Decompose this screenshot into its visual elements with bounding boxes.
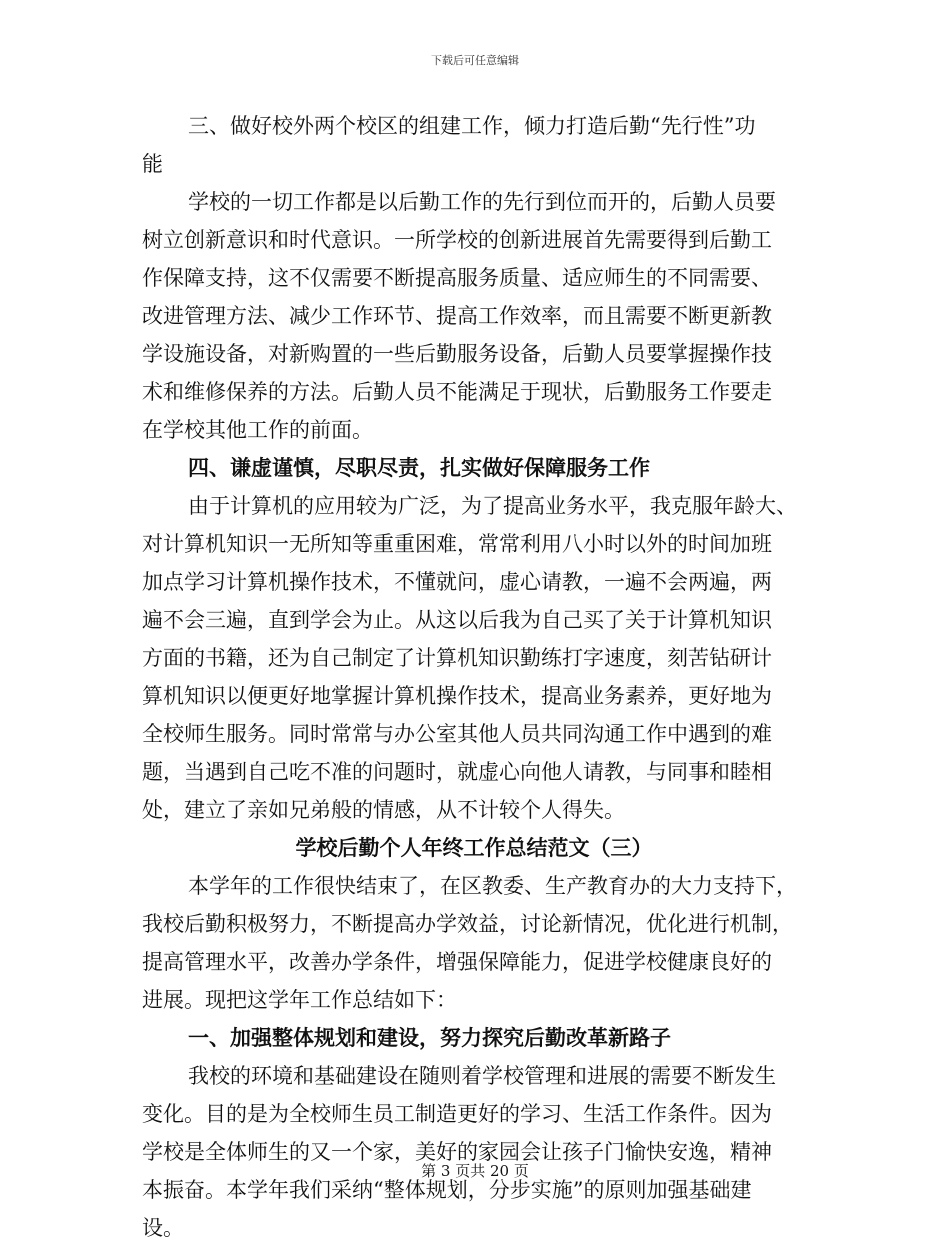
text-line: 我校后勤积极努力，不断提高办学效益，讨论新情况，优化进行机制， <box>142 912 793 936</box>
text-line: 在学校其他工作的前面。 <box>142 418 373 442</box>
text-line: 遍不会三遍，直到学会为止。从这以后我为自己买了关于计算机知识 <box>142 608 772 632</box>
text-line: 处，建立了亲如兄弟般的情感，从不计较个人得失。 <box>142 798 625 822</box>
page-footer: 第 3 页共 20 页 <box>421 1162 529 1180</box>
text-line: 学设施设备，对新购置的一些后勤服务设备，后勤人员要掌握操作技 <box>142 342 772 366</box>
text-line: 全校师生服务。同时常常与办公室其他人员共同沟通工作中遇到的难 <box>142 722 772 746</box>
document-title: 学校后勤个人年终工作总结范文（三） <box>295 835 653 860</box>
text-line: 设。 <box>142 1216 184 1240</box>
text-line: 算机知识以便更好地掌握计算机操作技术，提高业务素养，更好地为 <box>142 684 772 708</box>
text-line: 对计算机知识一无所知等重重困难，常常利用八小时以外的时间加班 <box>142 532 772 556</box>
text-line: 学校是全体师生的又一个家，美好的家园会让孩子门愉快安逸，精神 <box>142 1140 772 1164</box>
header-note: 下载后可任意编辑 <box>431 54 519 67</box>
paragraph-start: 我校的环境和基础建设在随则着学校管理和进展的需要不断发生 <box>188 1064 776 1088</box>
section-heading: 一、加强整体规划和建设，努力探究后勤改革新路子 <box>188 1025 671 1050</box>
text-line: 变化。目的是为全校师生员工制造更好的学习、生活工作条件。因为 <box>142 1102 772 1126</box>
section-heading: 三、做好校外两个校区的组建工作，倾力打造后勤“先行性”功 <box>188 114 756 138</box>
text-line: 加点学习计算机操作技术，不懂就问，虚心请教，一遍不会两遍，两 <box>142 570 772 594</box>
text-line: 本振奋。本学年我们采纳“整体规划，分步实施”的原则加强基础建 <box>142 1178 752 1202</box>
text-line: 改进管理方法、减少工作环节、提高工作效率，而且需要不断更新教 <box>142 304 772 328</box>
paragraph-start: 学校的一切工作都是以后勤工作的先行到位而开的，后勤人员要 <box>188 190 776 214</box>
text-line: 作保障支持，这不仅需要不断提高服务质量、适应师生的不同需要、 <box>142 266 772 290</box>
text-line: 能 <box>142 152 163 176</box>
paragraph-start: 本学年的工作很快结束了，在区教委、生产教育办的大力支持下， <box>188 874 797 898</box>
text-line: 提高管理水平，改善办学条件，增强保障能力，促进学校健康良好的 <box>142 950 772 974</box>
text-line: 树立创新意识和时代意识。一所学校的创新进展首先需要得到后勤工 <box>142 228 772 252</box>
text-line: 方面的书籍，还为自己制定了计算机知识勤练打字速度，刻苦钻研计 <box>142 646 772 670</box>
section-heading: 四、谦虚谨慎，尽职尽责，扎实做好保障服务工作 <box>188 455 650 480</box>
paragraph-start: 由于计算机的应用较为广泛，为了提高业务水平，我克服年龄大、 <box>188 494 797 518</box>
text-line: 术和维修保养的方法。后勤人员不能满足于现状，后勤服务工作要走 <box>142 380 772 404</box>
body-text <box>142 107 806 1247</box>
text-line: 进展。现把这学年工作总结如下： <box>142 988 457 1012</box>
text-line: 题，当遇到自己吃不准的问题时，就虚心向他人请教，与同事和睦相 <box>142 760 772 784</box>
